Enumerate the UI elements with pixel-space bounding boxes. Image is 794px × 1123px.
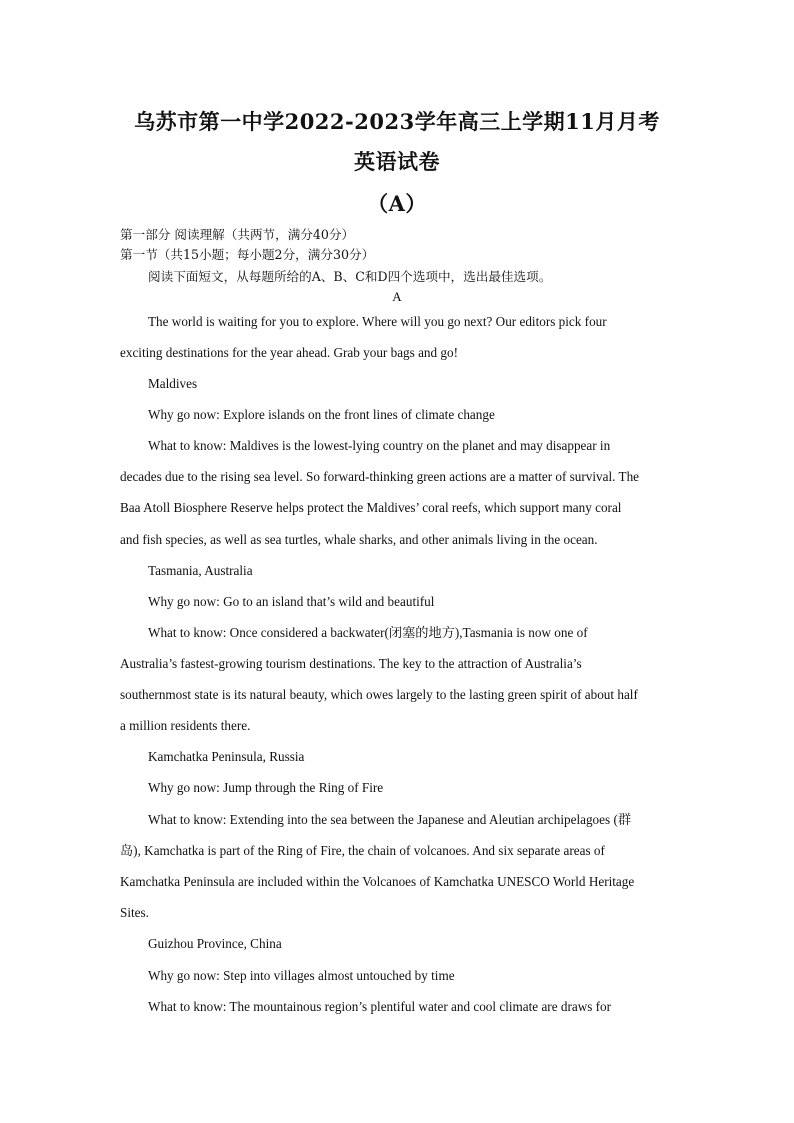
paper-version: （A） — [367, 191, 427, 216]
directions-text: 阅读下面短文，从每题所给的A、B、C和D四个选项中，选出最佳选项。 — [148, 269, 552, 284]
passage-line: What to know: The mountainous region’s plentiful water and cool climate are draws for — [148, 999, 612, 1014]
passage-line: Why go now: Go to an island that’s wild and beautiful — [148, 594, 435, 609]
passage-line: What to know: Extending into the sea between the Japanese and Aleutian archipelagoes (群 — [148, 812, 632, 827]
passage-line: and fish species, as well as sea turtles, whale sharks, and other animals living in the ocean. — [120, 532, 598, 547]
passage-line: a million residents there. — [120, 718, 251, 733]
destination-heading: Tasmania, Australia — [148, 563, 253, 578]
destination-heading: Guizhou Province, China — [148, 936, 282, 951]
section-heading: 第一节（共15小题；每小题2分，满分30分） — [120, 247, 375, 262]
destination-heading: Kamchatka Peninsula, Russia — [148, 749, 305, 764]
passage-line: Baa Atoll Biosphere Reserve helps protect the Maldives’ coral reefs, which support many coral — [120, 500, 622, 515]
passage-line: What to know: Once considered a backwater(闭塞的地方),Tasmania is now one of — [148, 625, 588, 640]
passage-line: 岛), Kamchatka is part of the Ring of Fire, the chain of volcanoes. And six separate areas of — [120, 843, 605, 858]
passage-line: Why go now: Step into villages almost untouched by time — [148, 968, 455, 983]
passage-line: southernmost state is its natural beauty, which owes largely to the lasting green spirit of about half — [120, 687, 638, 702]
passage-line: Kamchatka Peninsula are included within the Volcanoes of Kamchatka UNESCO World Heritage — [120, 874, 635, 889]
passage-line: What to know: Maldives is the lowest-lying country on the planet and may disappear in — [148, 438, 611, 453]
part-heading: 第一部分 阅读理解（共两节，满分40分） — [120, 227, 355, 242]
passage-line: Why go now: Explore islands on the front lines of climate change — [148, 407, 495, 422]
passage-line: Why go now: Jump through the Ring of Fire — [148, 780, 384, 795]
passage-line: Sites. — [120, 905, 149, 920]
subject-title: 英语试卷 — [354, 149, 440, 174]
passage-line: decades due to the rising sea level. So forward-thinking green actions are a matter of survival. The — [120, 469, 640, 484]
passage-line: exciting destinations for the year ahead. Grab your bags and go! — [120, 345, 459, 360]
passage-label: A — [392, 289, 402, 304]
passage-line: Australia’s fastest-growing tourism destinations. The key to the attraction of Australia’s — [120, 656, 582, 671]
exam-title: 乌苏市第一中学2022-2023学年高三上学期11月月考 — [134, 109, 660, 134]
destination-heading: Maldives — [148, 376, 198, 391]
passage-line: The world is waiting for you to explore. Where will you go next? Our editors pick four — [148, 314, 607, 329]
